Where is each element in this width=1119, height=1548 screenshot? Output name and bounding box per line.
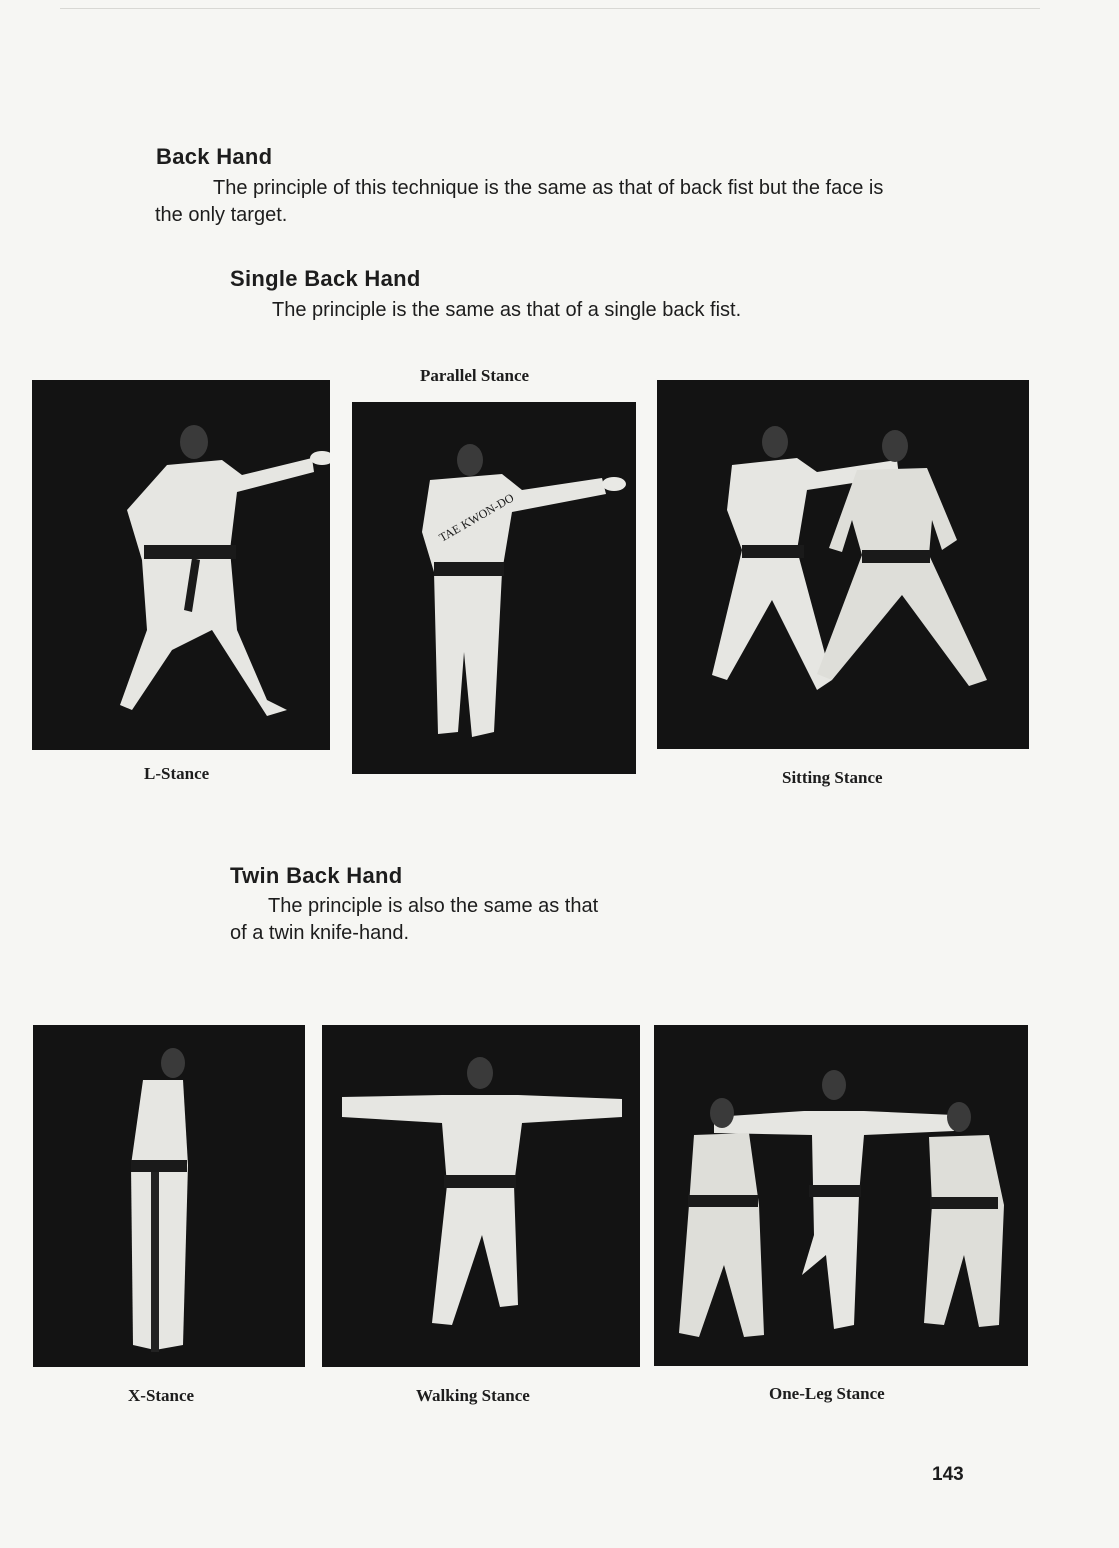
parallel-stance-photo xyxy=(352,402,636,774)
l-stance-caption: L-Stance xyxy=(144,764,210,783)
single-back-hand-heading: Single Back Hand xyxy=(230,266,421,291)
svg-text:TAE KWON-DO: TAE KWON-DO xyxy=(436,490,517,545)
parallel-stance-caption: Parallel Stance xyxy=(420,366,530,385)
one-leg-stance-photo xyxy=(654,1025,1028,1366)
sitting-stance-photo xyxy=(657,380,1029,749)
l-stance-photo xyxy=(32,380,330,750)
twin-back-hand-line-1: The principle is also the same as that xyxy=(268,895,599,917)
back-hand-heading: Back Hand xyxy=(156,144,273,169)
back-hand-paragraph: The principle of this technique is the same as that of back fist but the face is the only target. xyxy=(155,177,884,226)
x-stance-caption: X-Stance xyxy=(128,1386,195,1405)
page-number: 143 xyxy=(932,1464,964,1485)
twin-back-hand-heading: Twin Back Hand xyxy=(230,863,403,888)
walking-stance-photo xyxy=(322,1025,640,1367)
single-back-hand-paragraph: The principle is the same as that of a single back fist. xyxy=(272,299,742,321)
sitting-stance-caption: Sitting Stance xyxy=(782,768,883,787)
scan-edge-line xyxy=(60,8,1040,9)
one-leg-stance-caption: One-Leg Stance xyxy=(769,1384,885,1403)
walking-stance-caption: Walking Stance xyxy=(416,1386,530,1405)
twin-back-hand-line-2: of a twin knife-hand. xyxy=(230,922,409,944)
x-stance-photo xyxy=(33,1025,305,1367)
